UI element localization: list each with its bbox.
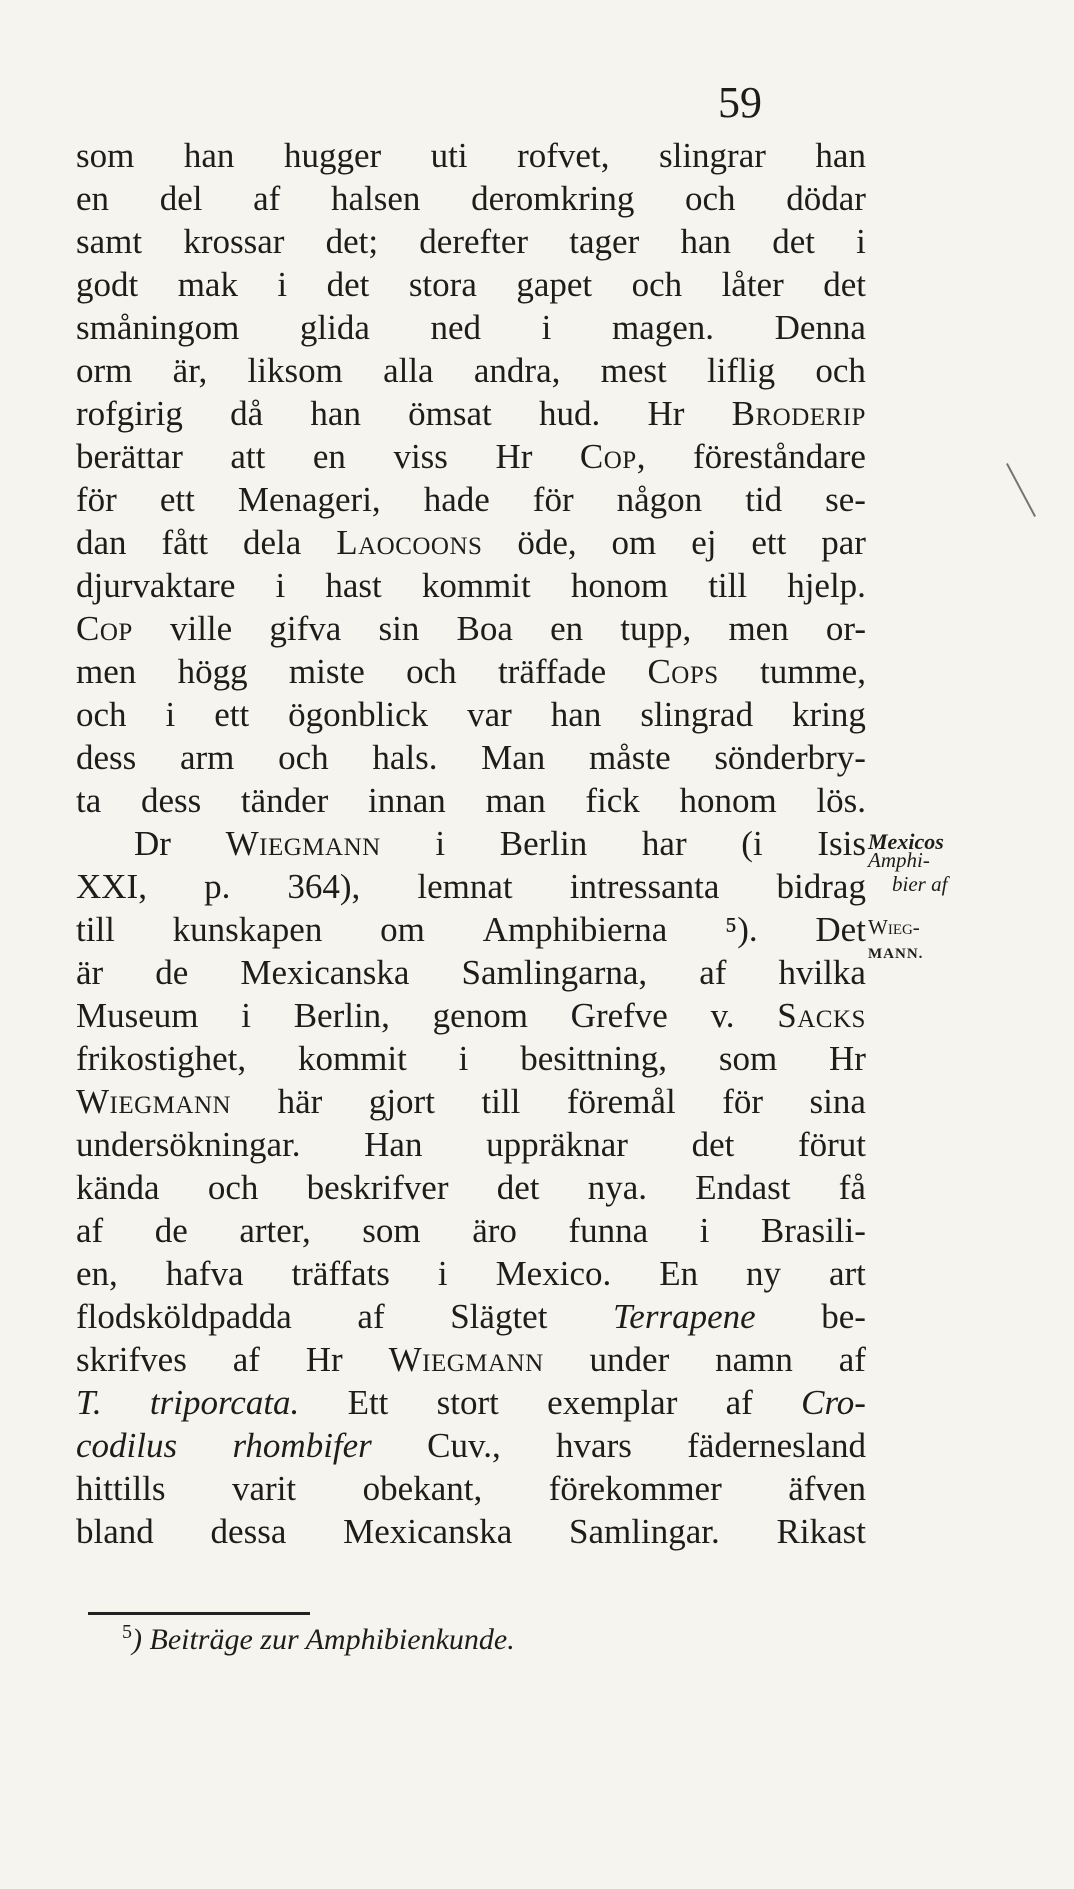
word: v.	[710, 996, 735, 1035]
word: om	[380, 910, 425, 949]
word: Sacks	[777, 996, 866, 1035]
text-line	[76, 1467, 866, 1510]
word: förut	[797, 1125, 866, 1164]
word: ögonblick	[288, 695, 429, 734]
text-line	[76, 865, 866, 908]
word: alla	[383, 351, 434, 390]
word: liflig	[707, 351, 776, 390]
word: hast	[325, 566, 382, 605]
word: måste	[588, 738, 671, 777]
text-line	[76, 1037, 866, 1080]
word: tupp,	[620, 609, 692, 648]
word: det	[823, 265, 866, 304]
text-line	[76, 693, 866, 736]
text-line	[76, 1209, 866, 1252]
word: derefter	[419, 222, 529, 261]
word: af	[699, 953, 727, 992]
word: hafva	[165, 1254, 244, 1293]
word: kända	[76, 1168, 160, 1207]
word: XXI,	[76, 867, 147, 906]
word: och	[278, 738, 329, 777]
word: lemnat	[417, 867, 513, 906]
text-line	[76, 1295, 866, 1338]
word: föremål	[566, 1082, 676, 1121]
word: han	[310, 394, 361, 433]
word: han	[550, 695, 602, 734]
word: (i	[741, 824, 763, 863]
word: Boa	[456, 609, 513, 648]
word: en,	[76, 1254, 118, 1293]
word: orm	[76, 351, 133, 390]
word: som	[718, 1039, 778, 1078]
word: rofvet,	[517, 136, 610, 175]
word: man	[485, 781, 546, 820]
word: ned	[430, 308, 482, 347]
text-line	[76, 736, 866, 779]
body-text	[76, 134, 866, 1553]
word: af	[725, 1383, 753, 1422]
word: kring	[792, 695, 866, 734]
text-line	[76, 822, 866, 865]
word: nya.	[587, 1168, 648, 1207]
word: Terrapene	[613, 1297, 756, 1336]
text-line	[76, 607, 866, 650]
word: det	[691, 1125, 735, 1164]
word: genom	[432, 996, 528, 1035]
word: or-	[825, 609, 866, 648]
word: var	[467, 695, 512, 734]
word: ⁵).	[725, 910, 758, 949]
word: mest	[600, 351, 667, 390]
word: äfven	[788, 1469, 866, 1508]
word: Dr	[134, 824, 171, 863]
word: Wiegmann	[76, 1082, 232, 1121]
word: och	[207, 1168, 259, 1207]
word: dess	[76, 738, 137, 777]
word: låter	[721, 265, 784, 304]
word: Mexico.	[495, 1254, 612, 1293]
word: för	[76, 480, 117, 519]
word: En	[659, 1254, 699, 1293]
word: Grefve	[570, 996, 668, 1035]
word: äro	[472, 1211, 517, 1250]
word: fädernesland	[687, 1426, 866, 1465]
word: Menageri,	[237, 480, 381, 519]
word: af	[232, 1340, 260, 1379]
page-number: 59	[718, 78, 762, 127]
word: rofgirig	[76, 394, 183, 433]
word: att	[230, 437, 266, 476]
word: kommit	[297, 1039, 407, 1078]
word: dess	[140, 781, 202, 820]
word: Amphibierna	[482, 910, 668, 949]
word: men	[76, 652, 137, 691]
word: Cop,	[579, 437, 646, 476]
word: dan	[76, 523, 127, 562]
word: uti	[430, 136, 468, 175]
margin-note-wieg: Wieg-	[868, 915, 920, 939]
word: Cuv.,	[427, 1426, 501, 1465]
word: och	[631, 265, 683, 304]
word: viss	[393, 437, 448, 476]
word: Berlin	[499, 824, 588, 863]
footnote-marker: 5	[122, 1621, 132, 1643]
word: till	[708, 566, 748, 605]
word: träffade	[497, 652, 607, 691]
word: i	[541, 308, 552, 347]
word: Cro-	[801, 1383, 866, 1422]
margin-note-bier-af: bier af	[892, 872, 948, 896]
word: namn	[715, 1340, 793, 1379]
word: en	[312, 437, 346, 476]
word: Museum	[76, 996, 199, 1035]
word: under	[589, 1340, 670, 1379]
word: stort	[436, 1383, 499, 1422]
word: till	[76, 910, 115, 949]
word: har	[641, 824, 687, 863]
word: i	[435, 824, 446, 863]
word: Denna	[774, 308, 866, 347]
word: i	[275, 566, 286, 605]
word: af	[838, 1340, 866, 1379]
word: Broderip	[731, 394, 866, 433]
text-line	[76, 435, 866, 478]
word: Cops	[647, 652, 719, 691]
word: miste	[288, 652, 365, 691]
word: skrifves	[76, 1340, 187, 1379]
word: ett	[214, 695, 250, 734]
word: kunskapen	[172, 910, 323, 949]
word: funna	[568, 1211, 649, 1250]
word: af	[253, 179, 281, 218]
word: hvilka	[778, 953, 866, 992]
text-line	[76, 1080, 866, 1123]
text-line	[76, 349, 866, 392]
word: ett	[159, 480, 195, 519]
margin-note-amphibier: Amphi-	[868, 848, 930, 872]
text-line	[76, 1338, 866, 1381]
word: gifva	[269, 609, 342, 648]
word: berättar	[76, 437, 183, 476]
text-line	[76, 134, 866, 177]
word: det	[326, 265, 370, 304]
word: Slägtet	[450, 1297, 548, 1336]
word: samt	[76, 222, 143, 261]
word: de	[155, 953, 189, 992]
word: är,	[172, 351, 208, 390]
word: han	[815, 136, 866, 175]
text-line	[76, 1252, 866, 1295]
word: arm	[179, 738, 235, 777]
word: hjelp.	[787, 566, 866, 605]
word: Mexicanska	[240, 953, 410, 992]
word: som	[76, 136, 135, 175]
word: Samlingar.	[569, 1512, 720, 1551]
word: djurvaktare	[76, 566, 236, 605]
word: om	[611, 523, 657, 562]
word: ny	[746, 1254, 782, 1293]
word: och	[406, 652, 457, 691]
word: Mexicanska	[343, 1512, 513, 1551]
text-line	[76, 306, 866, 349]
word: i	[458, 1039, 469, 1078]
word: småningom	[76, 308, 240, 347]
word: intressanta	[569, 867, 720, 906]
word: rhombifer	[232, 1426, 372, 1465]
word: codilus	[76, 1426, 178, 1465]
word: magen.	[611, 308, 715, 347]
word: ej	[691, 523, 717, 562]
word: till	[481, 1082, 521, 1121]
word: Hr	[647, 394, 685, 433]
word: som	[362, 1211, 421, 1250]
word: och	[76, 695, 127, 734]
word: triporcata.	[149, 1383, 300, 1422]
word: Wiegmann	[225, 824, 381, 863]
word: Hr	[495, 437, 533, 476]
word: bland	[76, 1512, 154, 1551]
word: 364),	[287, 867, 361, 906]
word: för	[532, 480, 574, 519]
word: någon	[616, 480, 703, 519]
word: ville	[169, 609, 233, 648]
word: mak	[177, 265, 238, 304]
word: de	[154, 1211, 188, 1250]
word: uppräknar	[486, 1125, 628, 1164]
text-line	[76, 1166, 866, 1209]
word: Cop	[76, 609, 133, 648]
word: Laocoons	[336, 523, 483, 562]
word: arter,	[239, 1211, 311, 1250]
word: Wiegmann	[388, 1340, 544, 1379]
word: flodsköldpadda	[76, 1297, 292, 1336]
word: hud.	[539, 394, 601, 433]
word: gjort	[368, 1082, 435, 1121]
word: obekant,	[362, 1469, 483, 1508]
word: lös.	[816, 781, 866, 820]
word: få	[838, 1168, 866, 1207]
text-line	[76, 650, 866, 693]
word: för	[722, 1082, 764, 1121]
word: par	[821, 523, 866, 562]
word: Berlin,	[293, 996, 390, 1035]
word: kommit	[421, 566, 531, 605]
word: dela	[243, 523, 302, 562]
word: i	[277, 265, 288, 304]
word: tid	[745, 480, 783, 519]
word: Rikast	[776, 1512, 866, 1551]
word: är	[76, 953, 104, 992]
word: andra,	[473, 351, 561, 390]
word: Brasili-	[760, 1211, 866, 1250]
text-line	[76, 1424, 866, 1467]
word: beskrifver	[306, 1168, 449, 1207]
text-line	[76, 1123, 866, 1166]
text-line	[76, 177, 866, 220]
text-line	[76, 521, 866, 564]
word: dödar	[786, 179, 866, 218]
word: han	[680, 222, 731, 261]
word: godt	[76, 265, 139, 304]
word: stora	[408, 265, 477, 304]
word: undersökningar.	[76, 1125, 301, 1164]
word: i	[241, 996, 251, 1035]
word: en	[550, 609, 584, 648]
word: exemplar	[547, 1383, 678, 1422]
stray-mark	[1006, 463, 1036, 517]
word: det	[772, 222, 815, 261]
word: af	[76, 1211, 104, 1250]
word: honom	[679, 781, 777, 820]
word: Samlingarna,	[461, 953, 648, 992]
word: och	[815, 351, 866, 390]
word: och	[685, 179, 736, 218]
word: slingrad	[640, 695, 754, 734]
word: hvars	[556, 1426, 632, 1465]
word: krossar	[183, 222, 285, 261]
word: sin	[378, 609, 420, 648]
word: hade	[423, 480, 490, 519]
word: tumme,	[760, 652, 866, 691]
word: Hr	[305, 1340, 343, 1379]
word: öde,	[517, 523, 577, 562]
footnote: $^5$) Beiträge zur Amphibienkunde.	[122, 1621, 515, 1656]
word: i	[437, 1254, 448, 1293]
word: fick	[585, 781, 640, 820]
word: bidrag	[776, 867, 866, 906]
word: träffats	[291, 1254, 390, 1293]
word: fått	[161, 523, 209, 562]
word: hals.	[372, 738, 438, 777]
word: men	[728, 609, 789, 648]
text-line	[76, 779, 866, 822]
text-line	[76, 951, 866, 994]
word: det;	[325, 222, 379, 261]
margin-note-mann: MANN.	[868, 946, 924, 962]
word: det	[496, 1168, 540, 1207]
word: Han	[364, 1125, 423, 1164]
word: han	[183, 136, 235, 175]
word: ta	[76, 781, 102, 820]
word: p.	[204, 867, 231, 906]
word: Man	[481, 738, 546, 777]
word: här	[277, 1082, 323, 1121]
text-line	[76, 1510, 866, 1553]
word: föreståndare	[692, 437, 866, 476]
word: dessa	[210, 1512, 287, 1551]
word: i	[856, 222, 866, 261]
text-line	[76, 263, 866, 306]
word: tänder	[240, 781, 329, 820]
text-line	[76, 564, 866, 607]
word: ömsat	[408, 394, 492, 433]
word: deromkring	[471, 179, 635, 218]
word: Isis	[817, 824, 866, 863]
word: art	[828, 1254, 866, 1293]
word: glida	[299, 308, 370, 347]
word: i	[699, 1211, 710, 1250]
word: sina	[809, 1082, 866, 1121]
word: Endast	[695, 1168, 791, 1207]
word: innan	[368, 781, 446, 820]
word: slingrar	[658, 136, 766, 175]
word: be-	[821, 1297, 866, 1336]
text-line	[76, 994, 866, 1037]
margin-note-mexicos: Mexicos	[868, 829, 944, 854]
word: del	[159, 179, 203, 218]
word: högg	[177, 652, 248, 691]
text-line	[76, 220, 866, 263]
word: Ett	[347, 1383, 389, 1422]
word: en	[76, 179, 110, 218]
word: af	[357, 1297, 385, 1336]
word: då	[230, 394, 264, 433]
word: T.	[76, 1383, 102, 1422]
text-line	[76, 478, 866, 521]
word: honom	[570, 566, 669, 605]
word: varit	[232, 1469, 297, 1508]
word: gapet	[516, 265, 593, 304]
footnote-text: Beiträge zur Amphibienkunde.	[149, 1623, 515, 1656]
text-line	[76, 908, 866, 951]
word: Hr	[829, 1039, 866, 1078]
word: halsen	[330, 179, 421, 218]
word: Det	[815, 910, 866, 949]
word: ett	[751, 523, 787, 562]
word: liksom	[247, 351, 343, 390]
word: hugger	[283, 136, 382, 175]
word: hittills	[76, 1469, 166, 1508]
word: tager	[569, 222, 640, 261]
word: förekommer	[548, 1469, 722, 1508]
word: sönderbry-	[714, 738, 866, 777]
word: besittning,	[520, 1039, 668, 1078]
word: se-	[825, 480, 866, 519]
word: i	[165, 695, 176, 734]
word: frikostighet,	[76, 1039, 247, 1078]
text-line	[76, 1381, 866, 1424]
text-line	[76, 392, 866, 435]
